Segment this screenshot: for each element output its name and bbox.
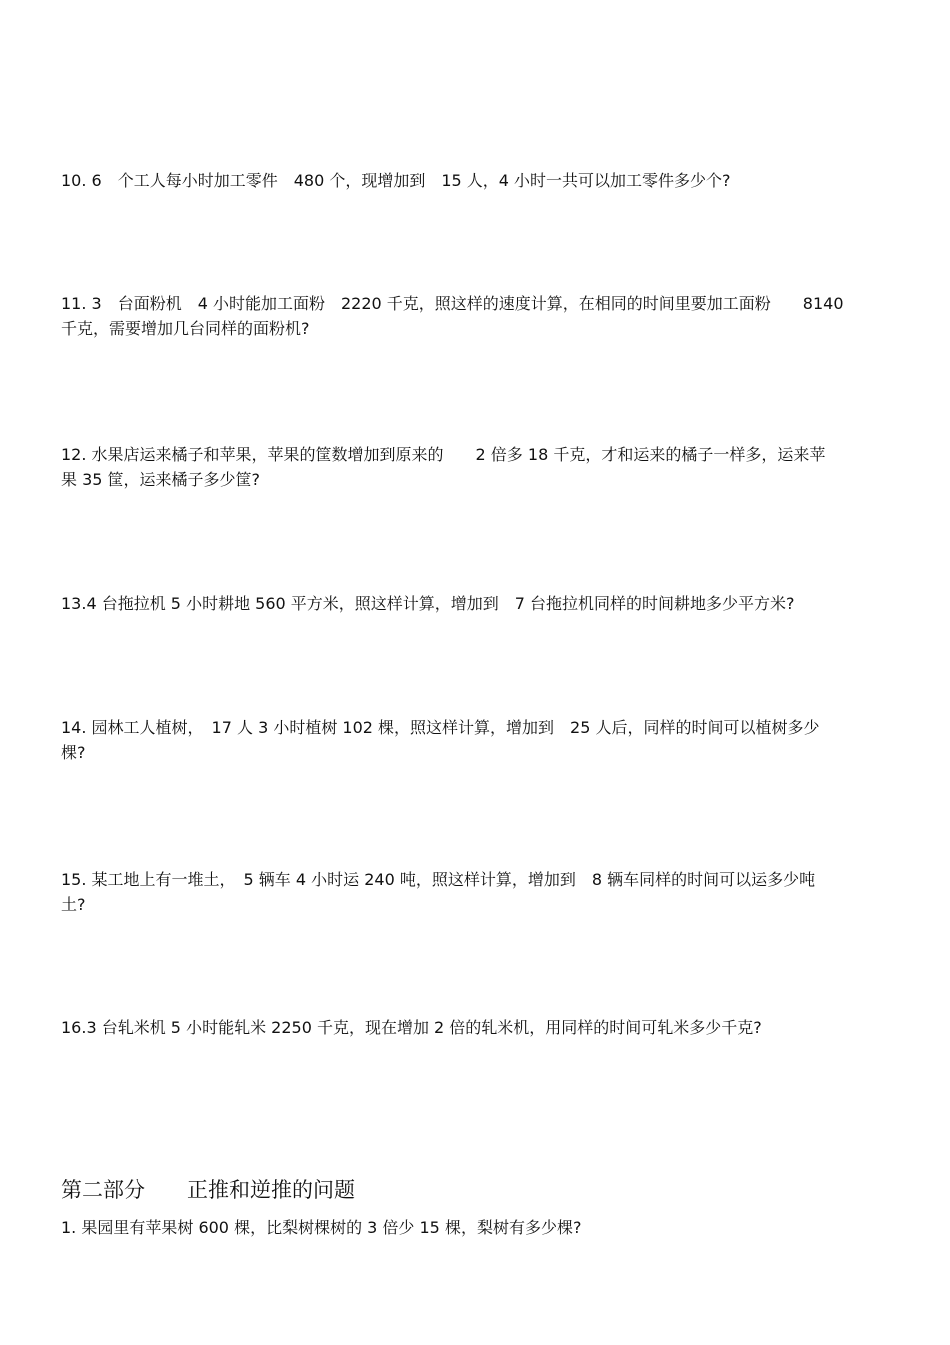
section-title: 第二部分 正推和逆推的问题 [61,1178,355,1202]
question-14 [61,715,921,765]
section-question-1 [61,1215,921,1240]
question-line: 果 35 筐，运来橘子多少筐? [61,470,261,489]
question-line: 14. 园林工人植树， 17 人 3 小时植树 102 棵，照这样计算，增加到 25 人后，同样的时间可以植树多少 [61,718,820,737]
question-line: 土? [61,895,86,914]
question-line: 千克，需要增加几台同样的面粉机? [61,319,310,338]
question-line: 棵? [61,743,86,762]
question-16 [61,1015,921,1040]
question-13 [61,591,921,616]
question-line: 10. 6 个工人每小时加工零件 480 个，现增加到 15 人，4 小时一共可以加工零件多少个? [61,171,731,190]
question-line: 13.4 台拖拉机 5 小时耕地 560 平方米，照这样计算，增加到 7 台拖拉机同样的时间耕地多少平方米? [61,594,795,613]
question-11 [61,291,921,341]
question-line: 15. 某工地上有一堆土， 5 辆车 4 小时运 240 吨，照这样计算，增加到 8 辆车同样的时间可以运多少吨 [61,870,816,889]
question-line: 12. 水果店运来橘子和苹果，苹果的筐数增加到原来的 2 倍多 18 千克，才和运来的橘子一样多，运来苹 [61,445,826,464]
question-line: 16.3 台轧米机 5 小时能轧米 2250 千克，现在增加 2 倍的轧米机，用同样的时间可轧米多少千克? [61,1018,762,1037]
question-15 [61,867,921,917]
question-line: 11. 3 台面粉机 4 小时能加工面粉 2220 千克，照这样的速度计算，在相同的时间里要加工面粉 8140 [61,294,844,313]
question-10 [61,168,921,193]
question-line: 1. 果园里有苹果树 600 棵，比梨树棵树的 3 倍少 15 棵，梨树有多少棵? [61,1218,582,1237]
question-12 [61,442,921,492]
